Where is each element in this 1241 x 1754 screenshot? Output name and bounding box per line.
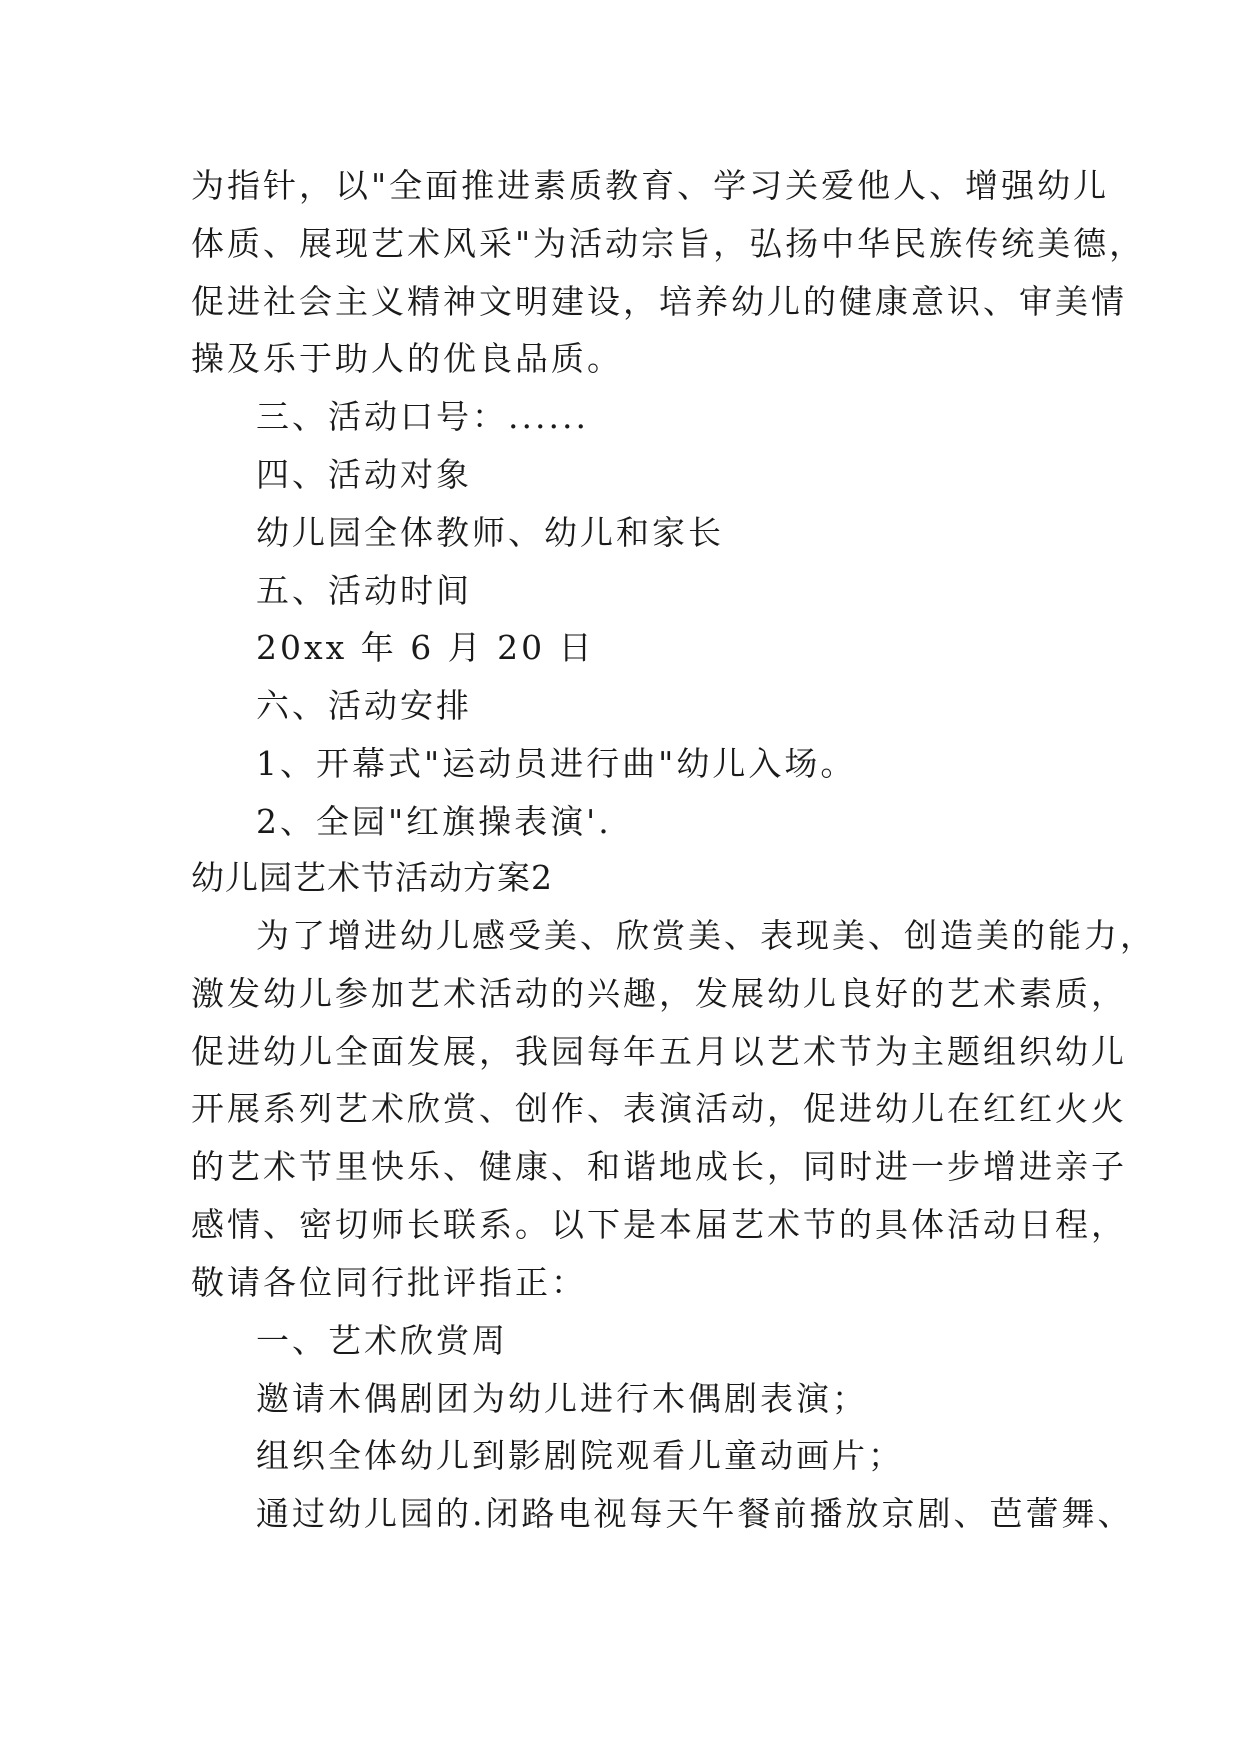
paragraph-line: 为了增进幼儿感受美、欣赏美、表现美、创造美的能力， bbox=[256, 916, 1156, 955]
paragraph-line: 为指针，以"全面推进素质教育、学习关爱他人、增强幼儿 bbox=[191, 166, 1110, 205]
section-heading: 四、活动对象 bbox=[256, 455, 472, 494]
paragraph-line: 邀请木偶剧团为幼儿进行木偶剧表演； bbox=[256, 1379, 868, 1418]
document-title: 幼儿园艺术节活动方案2 bbox=[191, 858, 553, 897]
list-item: 1、开幕式"运动员进行曲"幼儿入场。 bbox=[256, 744, 857, 783]
paragraph-line: 幼儿园全体教师、幼儿和家长 bbox=[256, 513, 724, 552]
section-heading: 三、活动口号：...... bbox=[256, 397, 589, 436]
paragraph-line: 开展系列艺术欣赏、创作、表演活动，促进幼儿在红红火火 bbox=[191, 1089, 1127, 1128]
paragraph-line: 促进社会主义精神文明建设，培养幼儿的健康意识、审美情 bbox=[191, 282, 1127, 321]
list-item: 2、全园"红旗操表演'. bbox=[256, 802, 612, 841]
paragraph-line: 20xx 年 6 月 20 日 bbox=[256, 628, 595, 667]
paragraph-line: 体质、展现艺术风采"为活动宗旨，弘扬中华民族传统美德， bbox=[191, 224, 1146, 263]
section-heading: 六、活动安排 bbox=[256, 686, 472, 725]
paragraph-line: 组织全体幼儿到影剧院观看儿童动画片； bbox=[256, 1436, 904, 1475]
paragraph-line: 通过幼儿园的.闭路电视每天午餐前播放京剧、芭蕾舞、 bbox=[256, 1494, 1134, 1533]
paragraph-line: 促进幼儿全面发展，我园每年五月以艺术节为主题组织幼儿 bbox=[191, 1032, 1127, 1071]
paragraph-line: 的艺术节里快乐、健康、和谐地成长，同时进一步增进亲子 bbox=[191, 1147, 1127, 1186]
paragraph-line: 感情、密切师长联系。以下是本届艺术节的具体活动日程， bbox=[191, 1205, 1127, 1244]
paragraph-line: 激发幼儿参加艺术活动的兴趣，发展幼儿良好的艺术素质， bbox=[191, 974, 1127, 1013]
section-heading: 一、艺术欣赏周 bbox=[256, 1321, 508, 1360]
section-heading: 五、活动时间 bbox=[256, 571, 472, 610]
paragraph-line: 敬请各位同行批评指正： bbox=[191, 1263, 587, 1302]
paragraph-line: 操及乐于助人的优良品质。 bbox=[191, 339, 623, 378]
